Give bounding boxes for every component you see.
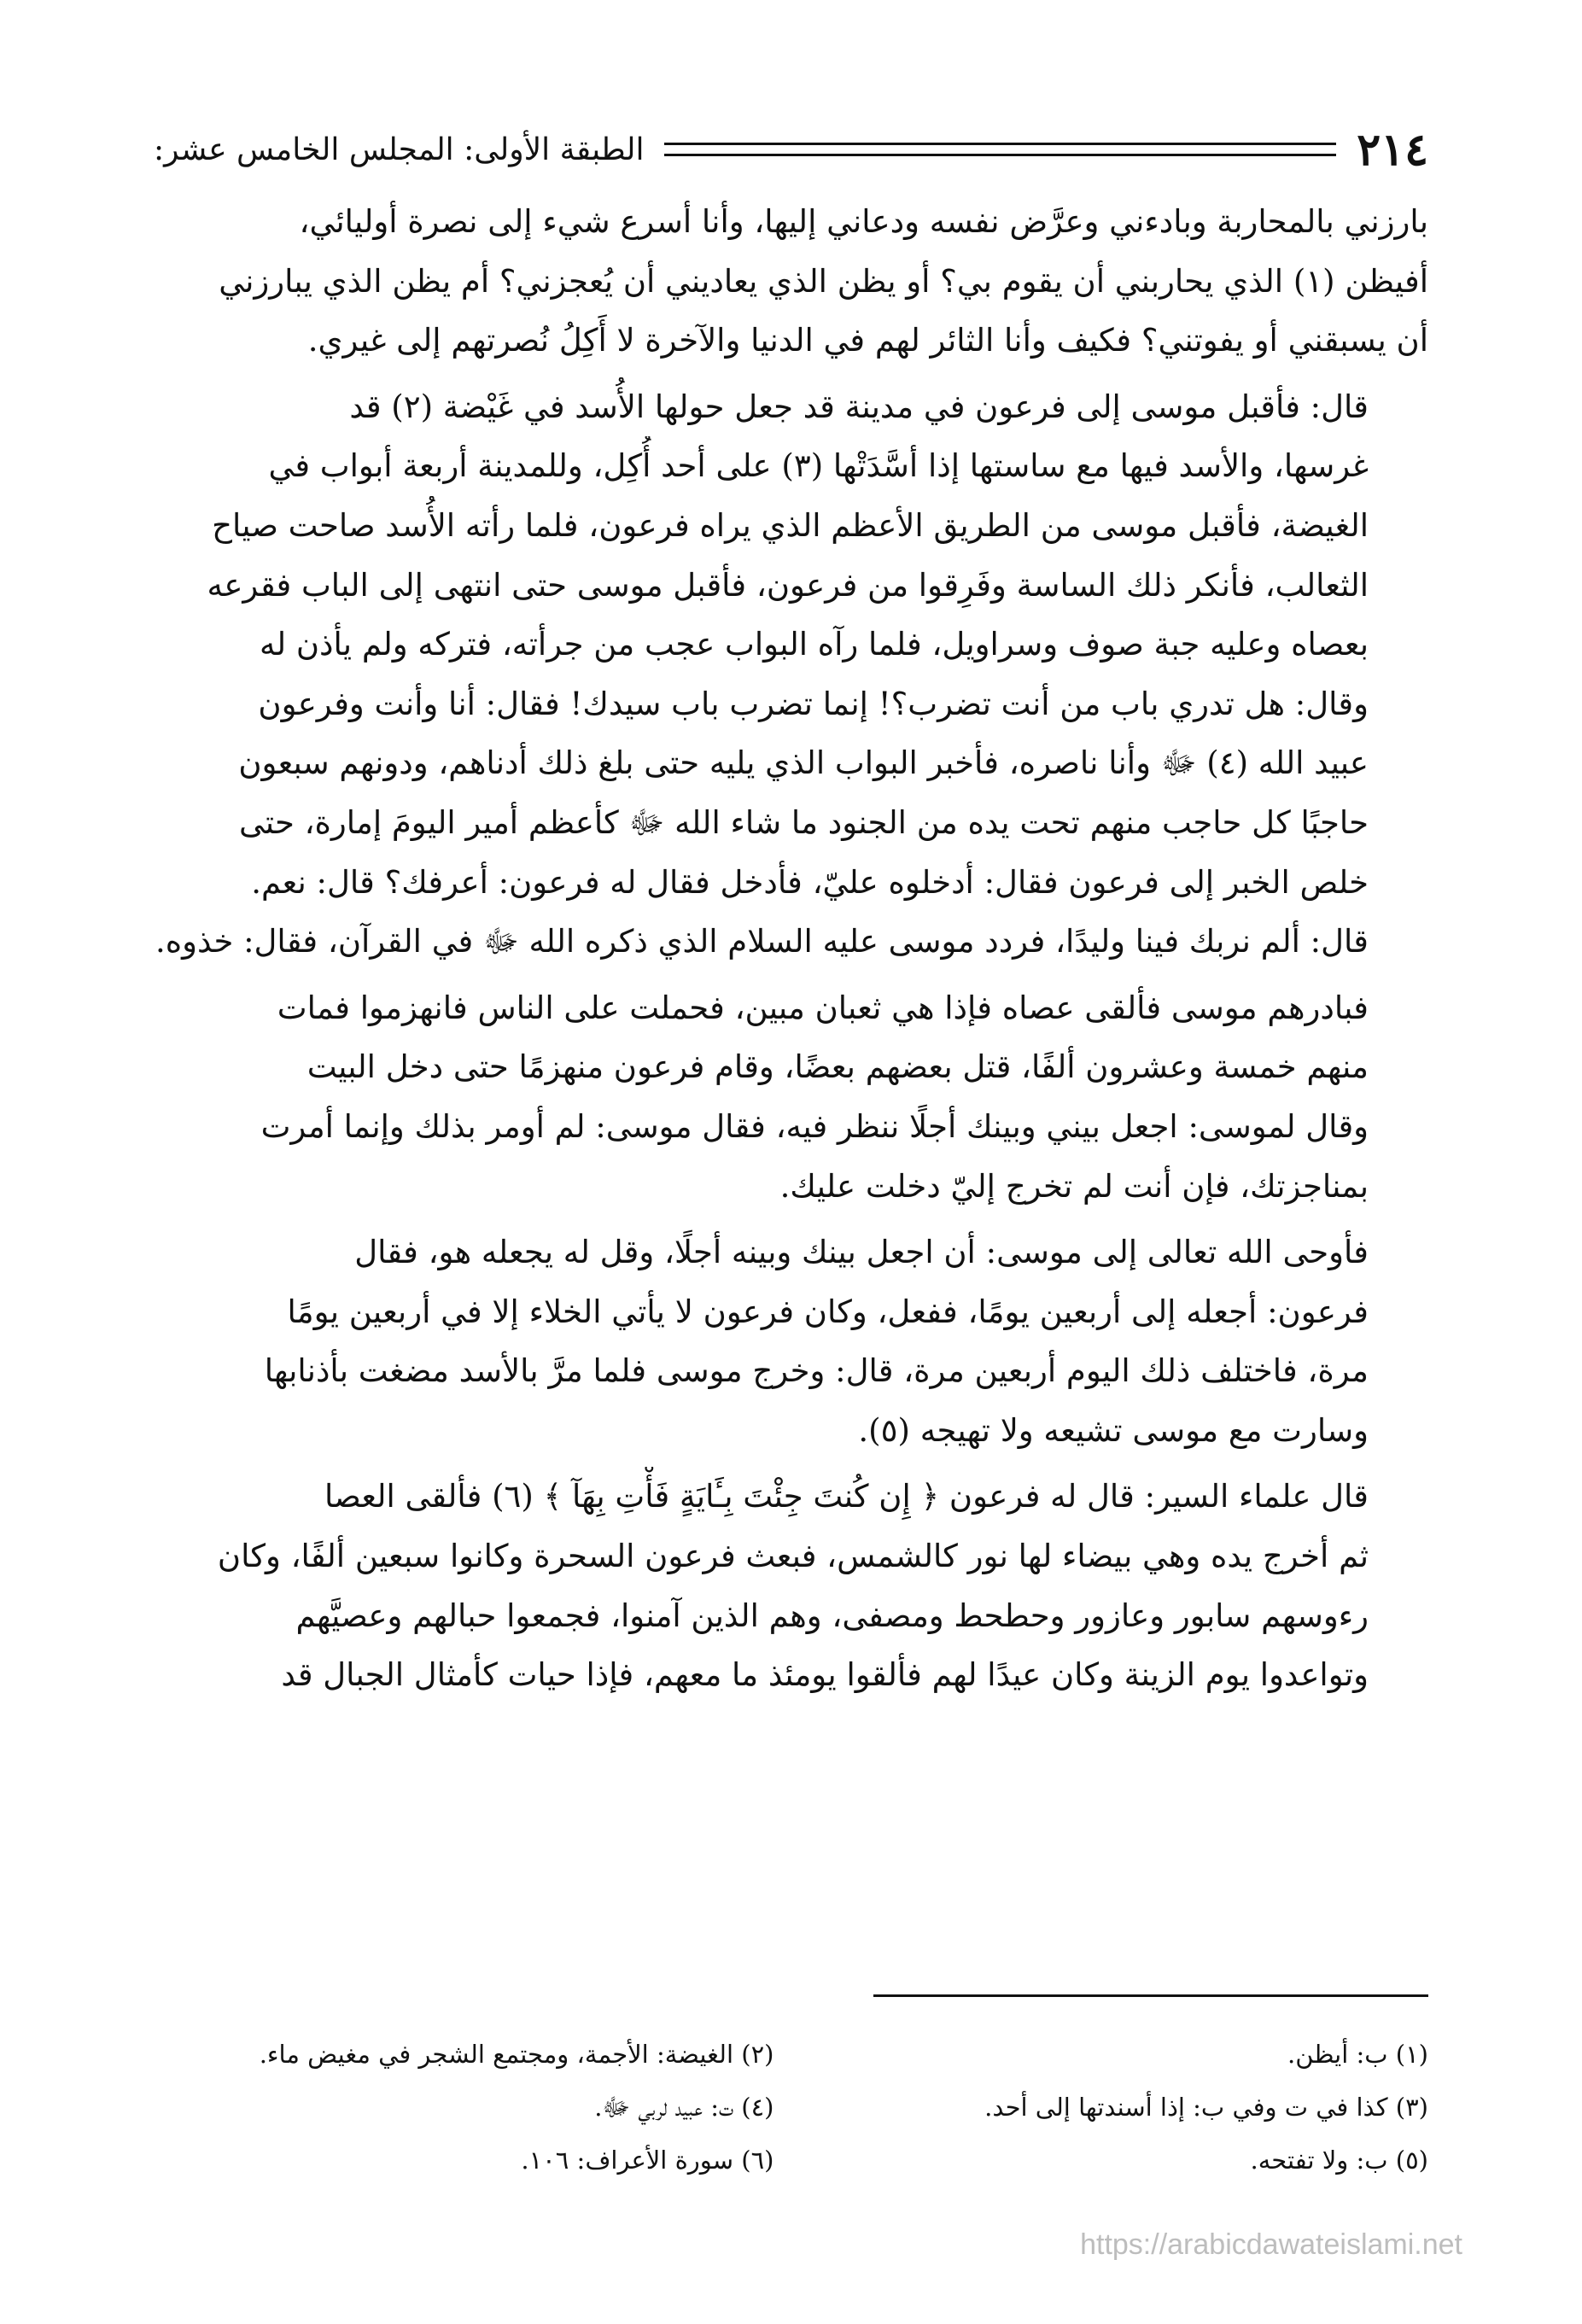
text-line: عبيد الله (٤) ﷻ وأنا ناصره، فأخبر البواب الذي يليه حتى بلغ ذلك أدناهم، ودونهم سبعون xyxy=(238,744,1369,782)
paragraph xyxy=(154,1223,1428,1460)
main-text xyxy=(154,192,1428,1712)
text-line: قال علماء السير: قال له فرعون ﴿ إِن كُنتَ جِئْتَ بِـَٔايَةٍ فَأْتِ بِهَآ ﴾ (٦) فألقى العصا xyxy=(324,1478,1369,1515)
text-line: بارزني بالمحاربة وبادءني وعرَّض نفسه ودعاني إليها، وأنا أسرع شيء إلى نصرة أوليائي، xyxy=(299,203,1428,240)
text-line: فأوحى الله تعالى إلى موسى: أن اجعل بينك وبينه أجلًا، وقل له يجعله هو، فقال xyxy=(354,1234,1369,1271)
text-line: الغيضة، فأقبل موسى من الطريق الأعظم الذي يراه فرعون، فلما رأته الأُسد صاحت صياح xyxy=(212,506,1369,544)
paragraph xyxy=(154,978,1428,1216)
footnotes xyxy=(154,2028,1428,2187)
text-line: فرعون: أجعله إلى أربعين يومًا، ففعل، وكان فرعون لا يأتي الخلاء إلا في أربعين يومًا xyxy=(287,1293,1369,1330)
text-line: حاجبًا كل حاجب منهم تحت يده من الجنود ما شاء الله ﷻ كأعظم أمير اليومَ إمارة، حتى xyxy=(238,803,1369,841)
text-line: خلص الخبر إلى فرعون فقال: أدخلوه عليّ، فأدخل فقال له فرعون: أعرفك؟ قال: نعم. xyxy=(251,863,1369,901)
text-line: ثم أخرج يده وهي بيضاء لها نور كالشمس، فبعث فرعون السحرة وكانوا سبعين ألفًا، وكان xyxy=(217,1538,1369,1575)
text-line: مرة، فاختلف ذلك اليوم أربعين مرة، قال: وخرج موسى فلما مرَّ بالأسد مضغت بأذنابها xyxy=(264,1352,1369,1390)
text-line: رءوسهم سابور وعازور وحطحط ومصفى، وهم الذين آمنوا، فجمعوا حبالهم وعصيَّهم xyxy=(295,1597,1369,1634)
watermark-url: https://arabicdawateislami.net xyxy=(1080,2228,1462,2261)
text-line: بمناجزتك، فإن أنت لم تخرج إليّ دخلت عليك. xyxy=(779,1167,1369,1205)
text-line: الثعالب، فأنكر ذلك الساسة وفَرِقوا من فرعون، فأقبل موسى حتى انتهى إلى الباب فقرعه xyxy=(207,566,1369,604)
footnote: (٦) سورة الأعراف: ١٠٦. xyxy=(521,2146,774,2175)
text-line: قال: فأقبل موسى إلى فرعون في مدينة قد جعل حولها الأُسد في غَيْضة (٢) قد xyxy=(349,388,1369,425)
text-line: وتواعدوا يوم الزينة وكان عيدًا لهم فألقوا يومئذ ما معهم، فإذا حيات كأمثال الجبال قد xyxy=(281,1656,1369,1694)
running-title: الطبقة الأولى: المجلس الخامس عشر: xyxy=(154,131,645,167)
text-line: وقال لموسى: اجعل بيني وبينك أجلًا ننظر فيه، فقال موسى: لم أومر بذلك وإنما أمرت xyxy=(260,1107,1369,1145)
footnote: (٣) كذا في ت وفي ب: إذا أسندتها إلى أحد. xyxy=(984,2093,1428,2122)
text-line: قال: ألم نربك فينا وليدًا، فردد موسى عليه السلام الذي ذكره الله ﷻ في القرآن، فقال: خذوه. xyxy=(155,923,1369,961)
text-line: أن يسبقني أو يفوتني؟ فكيف وأنا الثائر لهم في الدنيا والآخرة لا أَكِلُ نُصرتهم إلى غيري. xyxy=(307,322,1428,359)
footnote: (١) ب: أيظن. xyxy=(1287,2040,1428,2069)
paragraph xyxy=(154,192,1428,371)
footnote: (٥) ب: ولا تفتحه. xyxy=(1250,2146,1428,2175)
text-line: منهم خمسة وعشرون ألفًا، قتل بعضهم بعضًا، وقام فرعون منهزمًا حتى دخل البيت xyxy=(306,1048,1369,1086)
footnote: (٢) الغيضة: الأجمة، ومجتمع الشجر في مغيض ماء. xyxy=(259,2040,774,2069)
text-line: بعصاه وعليه جبة صوف وسراويل، فلما رآه البواب عجب من جرأته، فتركه ولم يأذن له xyxy=(259,626,1369,663)
header-double-rule xyxy=(664,143,1336,156)
text-line: وسارت مع موسى تشيعه ولا تهيجه (٥). xyxy=(858,1411,1369,1449)
text-line: غرسها، والأسد فيها مع ساستها إذا أسَّدَتْها (٣) على أحد أُكِل، وللمدينة أربعة أبواب في xyxy=(268,447,1369,485)
text-line: فبادرهم موسى فألقى عصاه فإذا هي ثعبان مبين، فحملت على الناس فانهزموا فمات xyxy=(277,989,1369,1026)
paragraph xyxy=(154,377,1428,972)
page-number: ٢١٤ xyxy=(1357,123,1428,176)
paragraph xyxy=(154,1467,1428,1704)
text-line: أفيظن (١) الذي يحاربني أن يقوم بي؟ أو يظن الذي يعاديني أن يُعجزني؟ أم يظن الذي يبارزني xyxy=(219,262,1428,300)
text-line: وقال: هل تدري باب من أنت تضرب؟! إنما تضرب باب سيدك! فقال: أنا وأنت وفرعون xyxy=(258,685,1369,722)
footnote: (٤) ت: عبيد لربي ﷻ. xyxy=(594,2093,774,2122)
footnote-divider xyxy=(873,1994,1428,1997)
page-header xyxy=(154,120,1428,179)
